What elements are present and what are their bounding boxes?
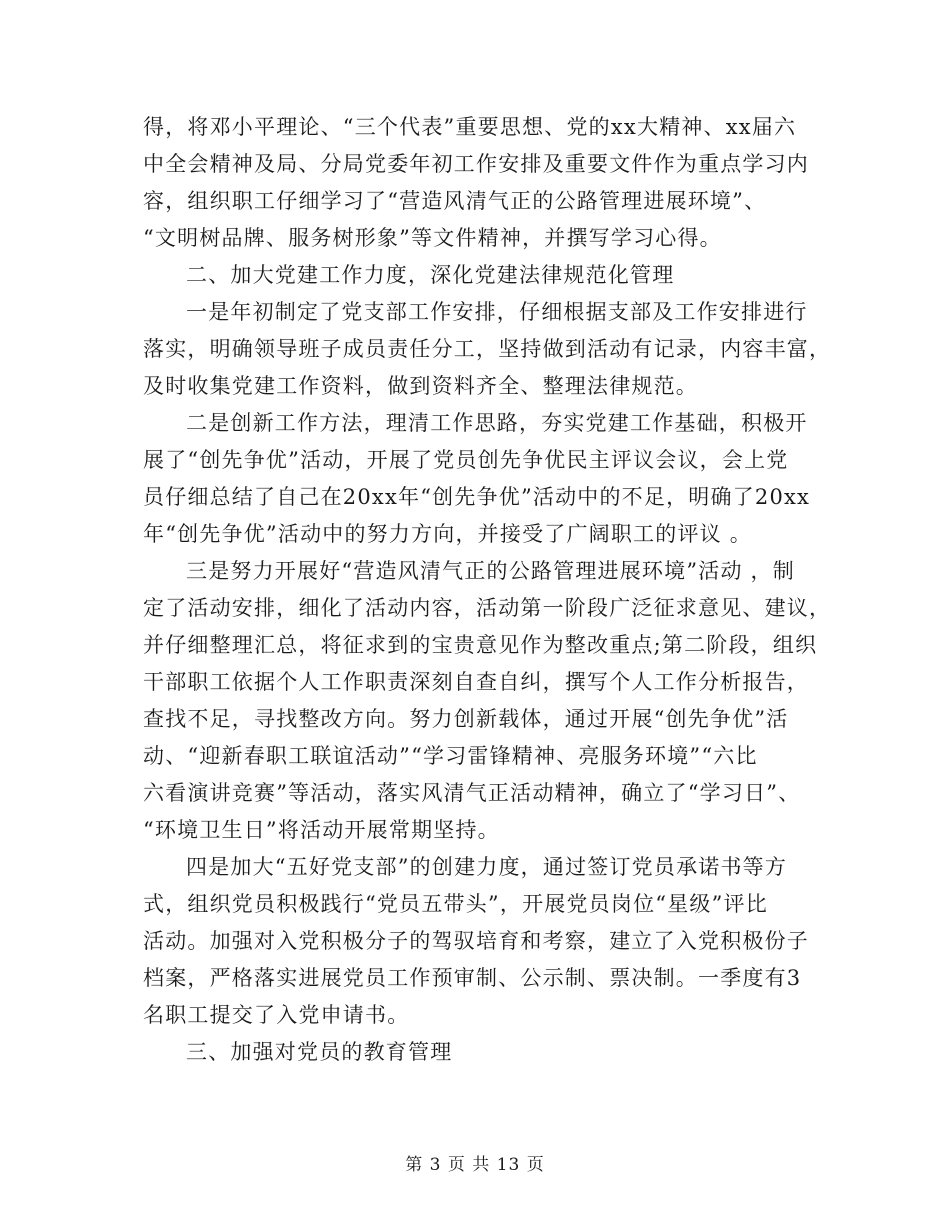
text-line: 档案，严格落实进展党员工作预审制、公示制、票决制。一季度有3: [143, 966, 802, 990]
text-line: 中全会精神及局、分局党委年初工作安排及重要文件作为重点学习内: [143, 152, 809, 176]
text-line: 年“创先争优”活动中的努力方向，并接受了广阔职工的评议 。: [143, 522, 752, 546]
text-line: 定了活动安排，细化了活动内容，活动第一阶段广泛征求意见、建议，: [143, 596, 832, 620]
text-line: 活动。加强对入党积极分子的驾驭培育和考察，建立了入党积极份子: [143, 929, 809, 953]
text-line: 及时收集党建工作资料，做到资料齐全、整理法律规范。: [143, 374, 698, 398]
text-line: 三是努力开展好“营造风清气正的公路管理进展环境”活动 ，制: [186, 559, 795, 583]
page-number: 第 3 页 共 13 页: [405, 1155, 545, 1175]
text-line: “文明树品牌、服务树形象”等文件精神，并撰写学习心得。: [143, 226, 722, 250]
text-line: 四是加大“五好党支部”的创建力度，通过签订党员承诺书等方: [186, 855, 788, 879]
text-line: 展了“创先争优”活动，开展了党员创先争优民主评议会议，会上党: [143, 448, 789, 472]
text-line: 得，将邓小平理论、“三个代表”重要思想、党的xx大精神、xx届六: [143, 115, 797, 139]
text-line: 容，组织职工仔细学习了“营造风清气正的公路管理进展环境”、: [143, 189, 767, 213]
section-heading: 三、加强对党员的教育管理: [186, 1040, 453, 1064]
text-line: 落实，明确领导班子成员责任分工，坚持做到活动有记录，内容丰富，: [143, 337, 832, 361]
text-line: 并仔细整理汇总，将征求到的宝贵意见作为整改重点;第二阶段，组织: [143, 633, 818, 657]
section-heading: 二、加大党建工作力度，深化党建法律规范化管理: [186, 263, 675, 287]
text-line: 二是创新工作方法，理清工作思路，夯实党建工作基础，积极开: [186, 411, 808, 435]
text-line: 干部职工依据个人工作职责深刻自查自纠，撰写个人工作分析报告，: [143, 670, 809, 694]
text-line: 一是年初制定了党支部工作安排，仔细根据支部及工作安排进行: [186, 300, 808, 324]
text-line: 六看演讲竞赛”等活动，落实风清气正活动精神，确立了“学习日”、: [143, 781, 801, 805]
text-line: “环境卫生日”将活动开展常期坚持。: [143, 818, 500, 842]
text-line: 查找不足，寻找整改方向。努力创新载体，通过开展“创先争优”活: [143, 707, 789, 731]
text-line: 名职工提交了入党申请书。: [143, 1003, 410, 1027]
text-line: 式，组织党员积极践行“党员五带头”，开展党员岗位“星级”评比: [143, 892, 768, 916]
text-line: 动、“迎新春职工联谊活动”“学习雷锋精神、亮服务环境”“六比: [143, 744, 758, 768]
text-line: 员仔细总结了自己在20xx年“创先争优”活动中的不足，明确了20xx: [143, 485, 811, 509]
